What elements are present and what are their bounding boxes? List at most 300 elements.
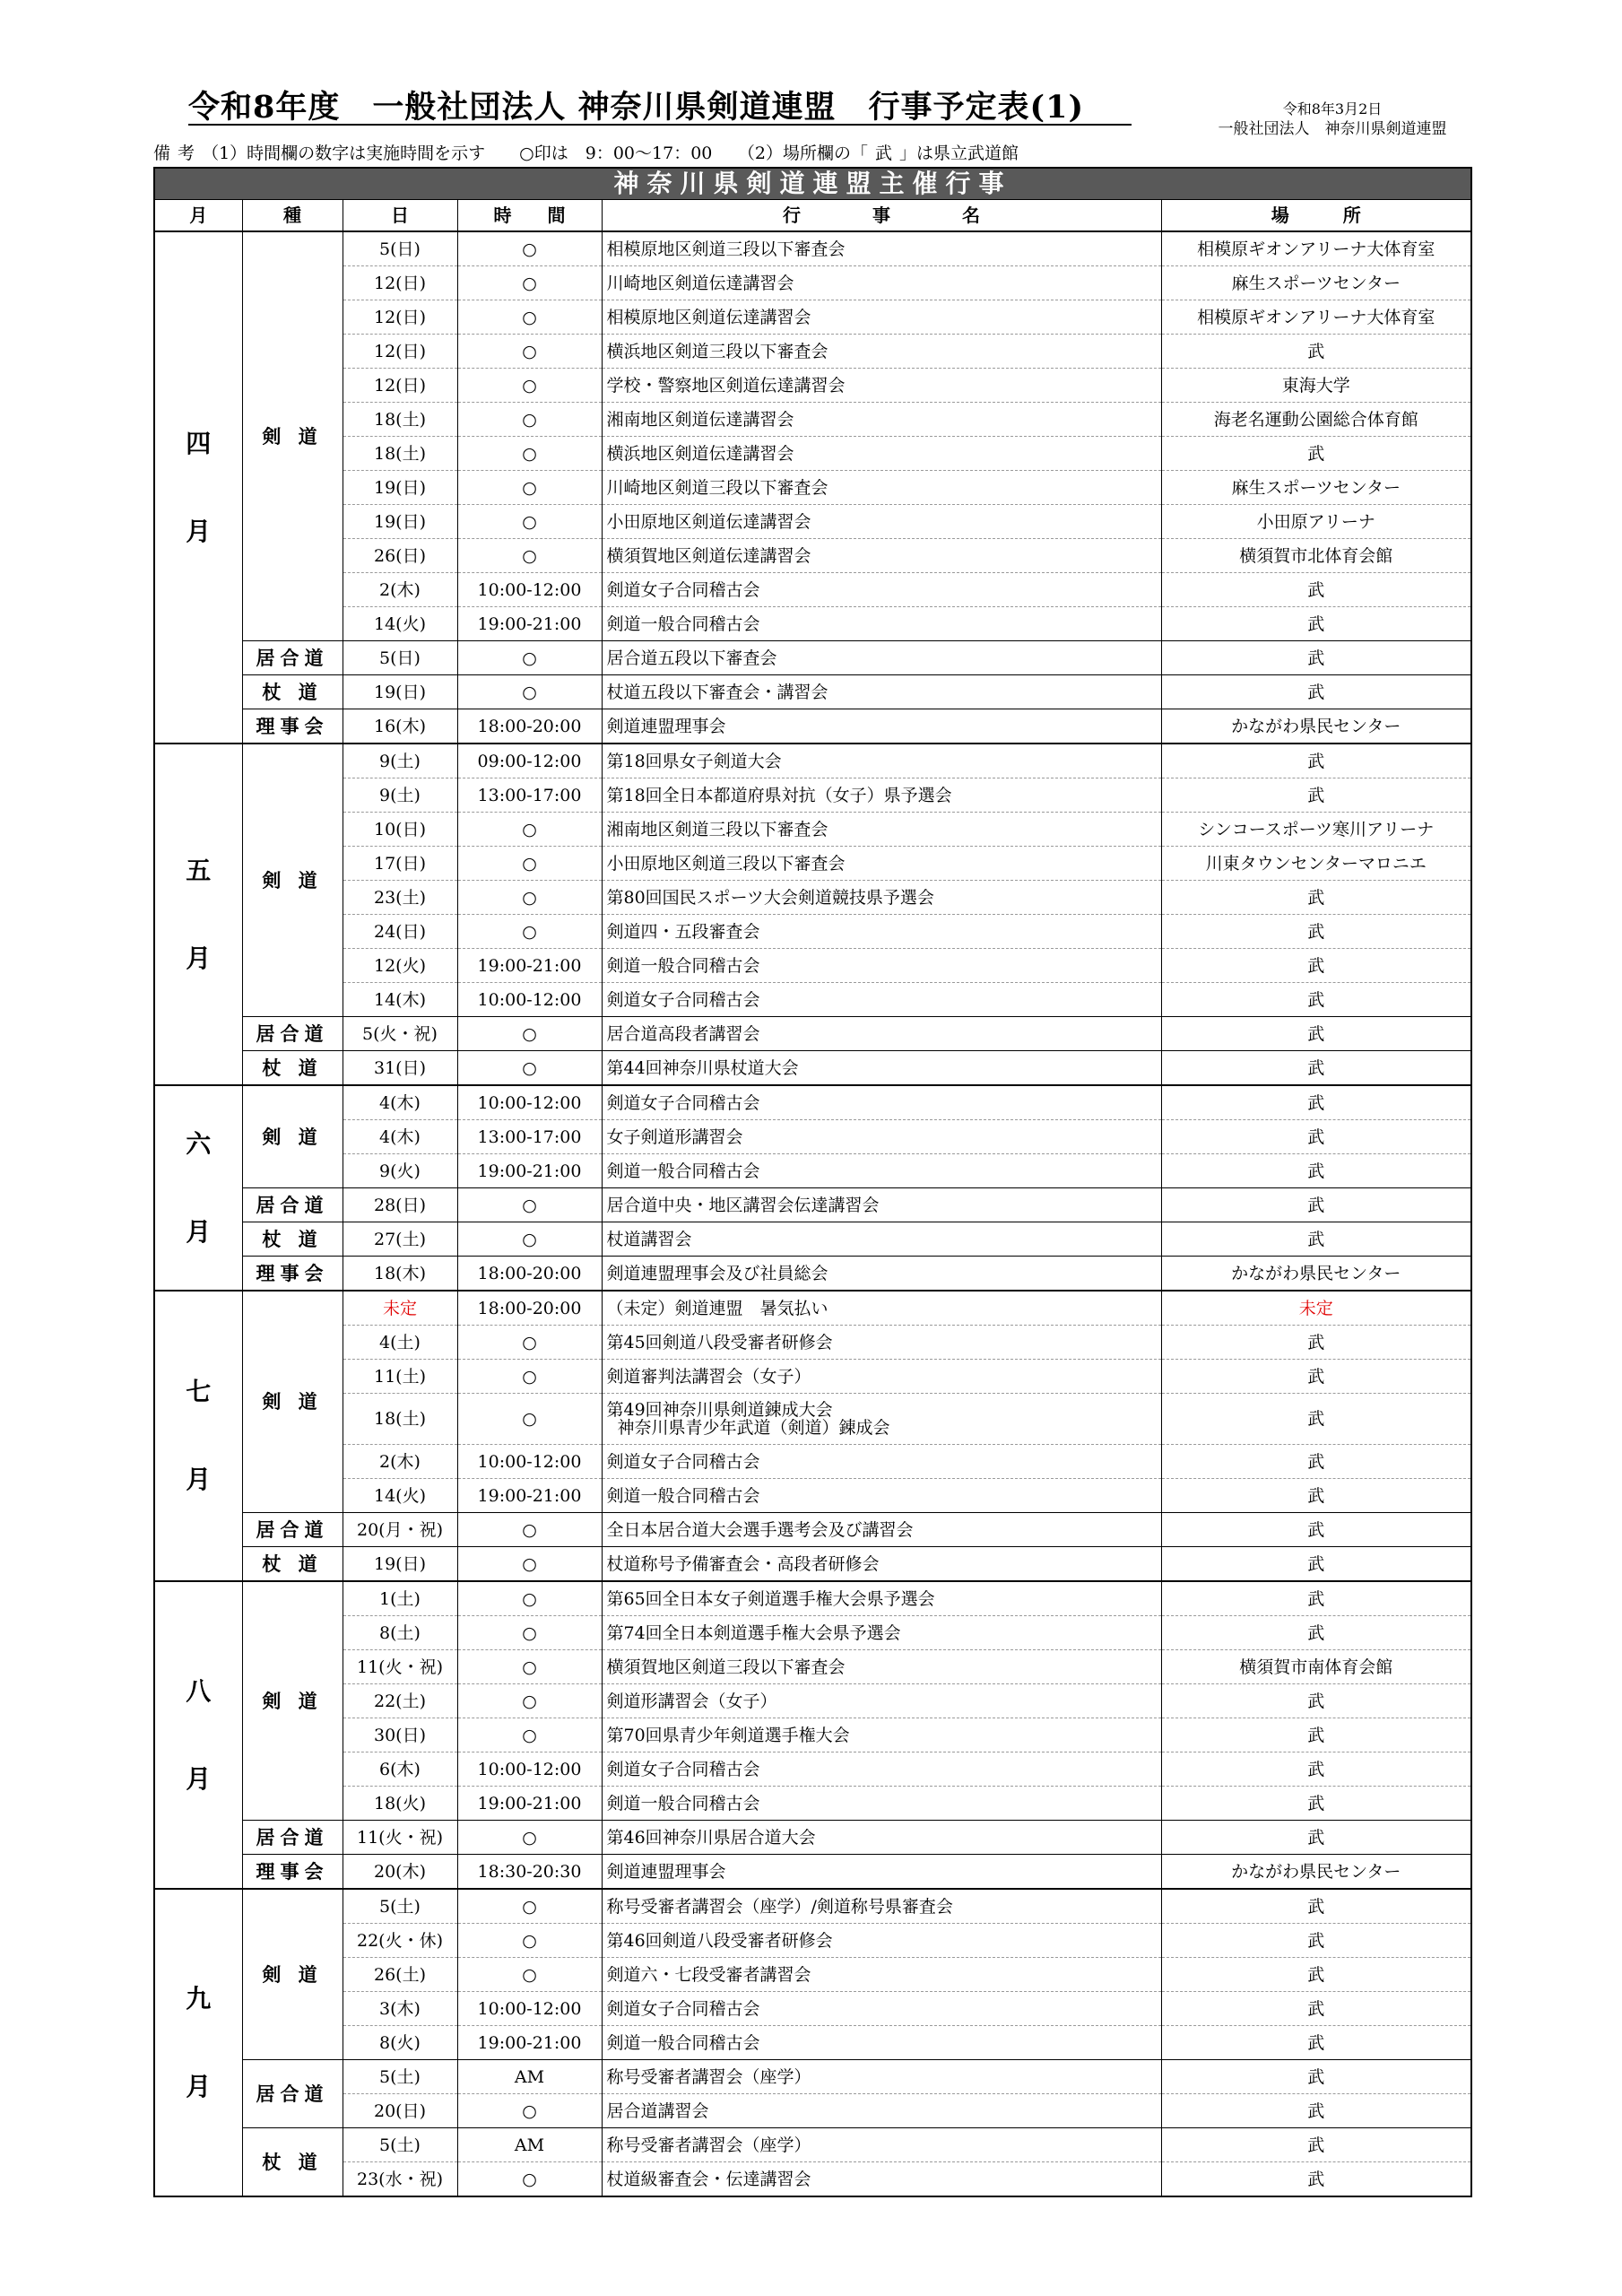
day-cell: 19(日): [343, 505, 457, 539]
day-cell: 9(火): [343, 1154, 457, 1188]
month-cell: [154, 1085, 242, 1291]
time-cell: ○: [457, 847, 602, 881]
time-cell: 09:00-12:00: [457, 744, 602, 778]
day-cell: 4(木): [343, 1085, 457, 1120]
place-cell: 相模原ギオンアリーナ大体育室: [1161, 300, 1471, 335]
place-cell: 武: [1161, 1222, 1471, 1257]
place-cell: 武: [1161, 1360, 1471, 1394]
table-row: [154, 744, 1471, 778]
month-label: 八: [186, 1675, 212, 1706]
event-cell: 剣道一般合同稽古会: [602, 2026, 1161, 2060]
place-cell: 武: [1161, 1513, 1471, 1547]
day-cell: 未定: [343, 1291, 457, 1326]
month-suffix: 月: [186, 2071, 212, 2101]
table-row: [154, 300, 1471, 335]
table-row: [154, 2060, 1471, 2094]
table-row: [154, 641, 1471, 675]
time-cell: 18:30-20:30: [457, 1855, 602, 1890]
time-cell: ○: [457, 1188, 602, 1222]
event-cell: 川崎地区剣道三段以下審査会: [602, 471, 1161, 505]
day-cell: 9(土): [343, 744, 457, 778]
event-cell: 川崎地区剣道伝達講習会: [602, 266, 1161, 300]
event-cell: 第44回神奈川県杖道大会: [602, 1051, 1161, 1086]
day-cell: 19(日): [343, 471, 457, 505]
day-cell: 12(火): [343, 949, 457, 983]
time-cell: ○: [457, 1222, 602, 1257]
day-cell: 17(日): [343, 847, 457, 881]
table-row: [154, 1547, 1471, 1582]
column-header-row: [154, 200, 1471, 232]
place-cell: 武: [1161, 2094, 1471, 2128]
time-cell: ○: [457, 1017, 602, 1051]
place-cell: 武: [1161, 1154, 1471, 1188]
table-row: [154, 1085, 1471, 1120]
time-cell: 10:00-12:00: [457, 1752, 602, 1787]
event-cell: 剣道四・五段審査会: [602, 915, 1161, 949]
time-cell: 18:00-20:00: [457, 1291, 602, 1326]
table-row: [154, 1326, 1471, 1360]
event-cell: 剣道連盟理事会: [602, 1855, 1161, 1890]
event-cell: 剣道女子合同稽古会: [602, 1085, 1161, 1120]
place-cell: 武: [1161, 1992, 1471, 2026]
event-cell: 剣道女子合同稽古会: [602, 1445, 1161, 1479]
month-label: 六: [186, 1128, 212, 1159]
event-cell: 全日本居合道大会選手選考会及び講習会: [602, 1513, 1161, 1547]
day-cell: 11(土): [343, 1360, 457, 1394]
column-header-place: 場 所: [1161, 200, 1471, 232]
place-cell: 武: [1161, 1718, 1471, 1752]
table-row: [154, 607, 1471, 641]
day-cell: 30(日): [343, 1718, 457, 1752]
issue-date: 令和8年3月2日: [1282, 100, 1383, 117]
day-cell: 10(日): [343, 813, 457, 847]
day-cell: 31(日): [343, 1051, 457, 1086]
time-cell: ○: [457, 369, 602, 403]
day-cell: 20(木): [343, 1855, 457, 1890]
place-cell: 横須賀市南体育会館: [1161, 1650, 1471, 1684]
table-row: [154, 231, 1471, 266]
day-cell: 2(木): [343, 1445, 457, 1479]
table-row: [154, 2026, 1471, 2060]
place-cell: 小田原アリーナ: [1161, 505, 1471, 539]
event-cell: 称号受審者講習会（座学）: [602, 2128, 1161, 2162]
time-cell: ○: [457, 231, 602, 266]
place-cell: 川東タウンセンターマロニエ: [1161, 847, 1471, 881]
issue-info: [1198, 99, 1467, 140]
time-cell: ○: [457, 437, 602, 471]
place-cell: 横須賀市北体育会館: [1161, 539, 1471, 573]
place-cell: 武: [1161, 1821, 1471, 1855]
category-cell: 理事会: [242, 709, 343, 744]
day-cell: 14(木): [343, 983, 457, 1017]
table-row: [154, 1718, 1471, 1752]
event-cell: 第70回県青少年剣道選手権大会: [602, 1718, 1161, 1752]
event-cell: 剣道一般合同稽古会: [602, 607, 1161, 641]
place-cell: 武: [1161, 1017, 1471, 1051]
table-row: [154, 573, 1471, 607]
place-cell: 武: [1161, 2128, 1471, 2162]
category-cell: 杖 道: [242, 1547, 343, 1582]
table-banner-row: [154, 168, 1471, 200]
place-cell: 武: [1161, 1958, 1471, 1992]
category-cell: 居合道: [242, 641, 343, 675]
event-cell: 居合道五段以下審査会: [602, 641, 1161, 675]
table-row: [154, 1855, 1471, 1890]
table-row: [154, 2162, 1471, 2197]
category-cell: 居合道: [242, 1513, 343, 1547]
place-cell: 武: [1161, 437, 1471, 471]
place-cell: かながわ県民センター: [1161, 1257, 1471, 1292]
document-title: 令和8年度 一般社団法人 神奈川県剣道連盟 行事予定表(1): [188, 89, 1085, 126]
event-cell: 学校・警察地区剣道伝達講習会: [602, 369, 1161, 403]
time-cell: ○: [457, 1924, 602, 1958]
column-header-month: 月: [154, 200, 242, 232]
month-label: 九: [186, 1983, 212, 2013]
event-cell: 第80回国民スポーツ大会剣道競技県予選会: [602, 881, 1161, 915]
event-cell: 居合道講習会: [602, 2094, 1161, 2128]
table-row: [154, 1360, 1471, 1394]
time-cell: ○: [457, 1718, 602, 1752]
category-cell: 居合道: [242, 1821, 343, 1855]
category-cell: 杖 道: [242, 675, 343, 709]
event-cell: 居合道高段者講習会: [602, 1017, 1161, 1051]
day-cell: 18(土): [343, 1394, 457, 1445]
event-cell: 剣道女子合同稽古会: [602, 573, 1161, 607]
place-cell: 武: [1161, 1787, 1471, 1821]
table-row: [154, 1650, 1471, 1684]
time-cell: ○: [457, 505, 602, 539]
day-cell: 18(土): [343, 437, 457, 471]
time-cell: AM: [457, 2128, 602, 2162]
event-cell: 称号受審者講習会（座学）/剣道称号県審査会: [602, 1889, 1161, 1924]
place-cell: 武: [1161, 983, 1471, 1017]
day-cell: 5(日): [343, 231, 457, 266]
time-cell: ○: [457, 1889, 602, 1924]
category-cell: 杖 道: [242, 2128, 343, 2197]
table-row: [154, 1188, 1471, 1222]
column-header-event: 行 事 名: [602, 200, 1161, 232]
event-cell: 剣道形講習会（女子）: [602, 1684, 1161, 1718]
schedule-table: [153, 167, 1472, 2197]
event-name-line: 第49回神奈川県剣道錬成大会: [606, 1400, 833, 1420]
event-cell: 湘南地区剣道三段以下審査会: [602, 813, 1161, 847]
place-cell: 武: [1161, 641, 1471, 675]
table-row: [154, 437, 1471, 471]
time-cell: ○: [457, 266, 602, 300]
time-cell: ○: [457, 1513, 602, 1547]
notes-line: 備 考 （1）時間欄の数字は実施時間を示す ○印は 9：00～17：00 （2）場所欄の「 武 」は県立武道館: [153, 144, 1019, 163]
place-cell: 武: [1161, 1752, 1471, 1787]
time-cell: ○: [457, 2162, 602, 2197]
table-row: [154, 505, 1471, 539]
day-cell: 12(日): [343, 335, 457, 369]
place-cell: 武: [1161, 1326, 1471, 1360]
time-cell: ○: [457, 1394, 602, 1445]
day-cell: 8(火): [343, 2026, 457, 2060]
table-row: [154, 881, 1471, 915]
category-cell: 剣 道: [242, 744, 343, 1017]
place-cell: 相模原ギオンアリーナ大体育室: [1161, 231, 1471, 266]
table-row: [154, 1120, 1471, 1154]
time-cell: ○: [457, 1581, 602, 1616]
category-cell: 剣 道: [242, 1085, 343, 1188]
month-label: 四: [186, 428, 212, 458]
event-cell: 第45回剣道八段受審者研修会: [602, 1326, 1161, 1360]
table-row: [154, 847, 1471, 881]
category-cell: 居合道: [242, 1017, 343, 1051]
day-cell: 26(土): [343, 1958, 457, 1992]
place-cell: 武: [1161, 1479, 1471, 1513]
category-cell: 理事会: [242, 1257, 343, 1292]
table-row: [154, 1017, 1471, 1051]
month-label: 七: [186, 1377, 212, 1406]
time-cell: AM: [457, 2060, 602, 2094]
day-cell: 27(土): [343, 1222, 457, 1257]
column-header-day: 日: [343, 200, 457, 232]
column-header-type: 種: [242, 200, 343, 232]
day-cell: 22(火・休): [343, 1924, 457, 1958]
place-cell: 麻生スポーツセンター: [1161, 471, 1471, 505]
day-cell: 28(日): [343, 1188, 457, 1222]
event-cell: 剣道一般合同稽古会: [602, 1154, 1161, 1188]
event-cell: 称号受審者講習会（座学）: [602, 2060, 1161, 2094]
month-cell: [154, 231, 242, 744]
time-cell: ○: [457, 300, 602, 335]
place-cell: 武: [1161, 607, 1471, 641]
time-cell: ○: [457, 1360, 602, 1394]
event-cell: 剣道一般合同稽古会: [602, 1787, 1161, 1821]
table-row: [154, 675, 1471, 709]
day-cell: 16(木): [343, 709, 457, 744]
day-cell: 23(水・祝): [343, 2162, 457, 2197]
month-suffix: 月: [186, 1763, 212, 1794]
month-cell: [154, 744, 242, 1085]
day-cell: 11(火・祝): [343, 1821, 457, 1855]
day-cell: 12(日): [343, 266, 457, 300]
table-row: [154, 915, 1471, 949]
month-cell: [154, 1291, 242, 1581]
time-cell: ○: [457, 539, 602, 573]
place-cell: 麻生スポーツセンター: [1161, 266, 1471, 300]
time-cell: 19:00-21:00: [457, 949, 602, 983]
event-cell: 剣道審判法講習会（女子）: [602, 1360, 1161, 1394]
day-cell: 1(土): [343, 1581, 457, 1616]
day-cell: 14(火): [343, 607, 457, 641]
table-banner: 神奈川県剣道連盟主催行事: [154, 168, 1471, 200]
time-cell: 18:00-20:00: [457, 1257, 602, 1292]
day-cell: 12(日): [343, 369, 457, 403]
time-cell: 19:00-21:00: [457, 607, 602, 641]
event-cell: 杖道五段以下審査会・講習会: [602, 675, 1161, 709]
time-cell: ○: [457, 641, 602, 675]
time-cell: ○: [457, 335, 602, 369]
place-cell: 武: [1161, 2026, 1471, 2060]
time-cell: 10:00-12:00: [457, 573, 602, 607]
day-cell: 20(月・祝): [343, 1513, 457, 1547]
event-cell: 剣道六・七段受審者講習会: [602, 1958, 1161, 1992]
place-cell: かながわ県民センター: [1161, 709, 1471, 744]
event-cell: 杖道称号予備審査会・高段者研修会: [602, 1547, 1161, 1582]
issuer-organization: 一般社団法人 神奈川県剣道連盟: [1218, 120, 1447, 138]
place-cell: 武: [1161, 949, 1471, 983]
category-cell: 理事会: [242, 1855, 343, 1890]
event-cell: 剣道女子合同稽古会: [602, 1752, 1161, 1787]
table-row: [154, 1752, 1471, 1787]
event-cell: 小田原地区剣道三段以下審査会: [602, 847, 1161, 881]
month-cell: [154, 1889, 242, 2196]
event-cell: 第46回剣道八段受審者研修会: [602, 1924, 1161, 1958]
table-row: [154, 1445, 1471, 1479]
table-row: [154, 2128, 1471, 2162]
place-cell: 武: [1161, 1547, 1471, 1582]
event-cell: 剣道一般合同稽古会: [602, 949, 1161, 983]
place-cell: 未定: [1161, 1291, 1471, 1326]
time-cell: 19:00-21:00: [457, 1479, 602, 1513]
time-cell: ○: [457, 1958, 602, 1992]
place-cell: 海老名運動公園総合体育館: [1161, 403, 1471, 437]
category-cell: 剣 道: [242, 1889, 343, 2060]
time-cell: ○: [457, 881, 602, 915]
time-cell: ○: [457, 1650, 602, 1684]
place-cell: 武: [1161, 573, 1471, 607]
place-cell: 武: [1161, 2162, 1471, 2197]
event-cell: 小田原地区剣道伝達講習会: [602, 505, 1161, 539]
day-cell: 6(木): [343, 1752, 457, 1787]
table-row: [154, 471, 1471, 505]
category-cell: 杖 道: [242, 1222, 343, 1257]
event-cell: 居合道中央・地区講習会伝達講習会: [602, 1188, 1161, 1222]
time-cell: ○: [457, 1821, 602, 1855]
table-row: [154, 335, 1471, 369]
place-cell: 武: [1161, 1889, 1471, 1924]
place-cell: 武: [1161, 778, 1471, 813]
table-row: [154, 1684, 1471, 1718]
place-cell: 武: [1161, 915, 1471, 949]
event-cell: 第46回神奈川県居合道大会: [602, 1821, 1161, 1855]
place-cell: 武: [1161, 1051, 1471, 1086]
place-cell: 武: [1161, 1684, 1471, 1718]
event-cell: （未定）剣道連盟 暑気払い: [602, 1291, 1161, 1326]
event-cell: 杖道講習会: [602, 1222, 1161, 1257]
place-cell: 武: [1161, 1394, 1471, 1445]
place-cell: 武: [1161, 2060, 1471, 2094]
event-cell: 横浜地区剣道三段以下審査会: [602, 335, 1161, 369]
day-cell: 18(木): [343, 1257, 457, 1292]
event-cell: 剣道一般合同稽古会: [602, 1479, 1161, 1513]
table-row: [154, 1479, 1471, 1513]
time-cell: 19:00-21:00: [457, 2026, 602, 2060]
table-row: [154, 1581, 1471, 1616]
category-cell: 剣 道: [242, 1581, 343, 1821]
table-row: [154, 1992, 1471, 2026]
time-cell: 13:00-17:00: [457, 1120, 602, 1154]
event-cell: 第65回全日本女子剣道選手権大会県予選会: [602, 1581, 1161, 1616]
table-row: [154, 1616, 1471, 1650]
day-cell: 18(火): [343, 1787, 457, 1821]
event-cell: 横浜地区剣道伝達講習会: [602, 437, 1161, 471]
month-suffix: 月: [186, 1216, 212, 1247]
time-cell: 10:00-12:00: [457, 1445, 602, 1479]
month-suffix: 月: [186, 1465, 212, 1494]
day-cell: 23(土): [343, 881, 457, 915]
time-cell: ○: [457, 471, 602, 505]
day-cell: 3(木): [343, 1992, 457, 2026]
month-label: 五: [186, 855, 212, 885]
day-cell: 19(日): [343, 675, 457, 709]
table-row: [154, 539, 1471, 573]
month-suffix: 月: [186, 943, 212, 973]
place-cell: 武: [1161, 1581, 1471, 1616]
place-cell: 武: [1161, 335, 1471, 369]
category-cell: 居合道: [242, 2060, 343, 2128]
day-cell: 19(日): [343, 1547, 457, 1582]
day-cell: 4(土): [343, 1326, 457, 1360]
event-cell: 横須賀地区剣道三段以下審査会: [602, 1650, 1161, 1684]
title-underline: [188, 124, 1132, 126]
place-cell: 武: [1161, 1616, 1471, 1650]
table-row: [154, 983, 1471, 1017]
event-cell: 第74回全日本剣道選手権大会県予選会: [602, 1616, 1161, 1650]
category-cell: 剣 道: [242, 231, 343, 641]
day-cell: 5(土): [343, 2060, 457, 2094]
event-cell: 剣道連盟理事会: [602, 709, 1161, 744]
event-cell: 相模原地区剣道伝達講習会: [602, 300, 1161, 335]
table-row: [154, 813, 1471, 847]
day-cell: 4(木): [343, 1120, 457, 1154]
event-cell: 第18回県女子剣道大会: [602, 744, 1161, 778]
month-cell: [154, 1581, 242, 1889]
day-cell: 5(火・祝): [343, 1017, 457, 1051]
place-cell: シンコースポーツ寒川アリーナ: [1161, 813, 1471, 847]
day-cell: 5(日): [343, 641, 457, 675]
table-row: [154, 1394, 1471, 1445]
place-cell: 東海大学: [1161, 369, 1471, 403]
table-row: [154, 266, 1471, 300]
day-cell: 18(土): [343, 403, 457, 437]
day-cell: 11(火・祝): [343, 1650, 457, 1684]
place-cell: 武: [1161, 1085, 1471, 1120]
event-cell: 女子剣道形講習会: [602, 1120, 1161, 1154]
event-cell: 杖道級審査会・伝達講習会: [602, 2162, 1161, 2197]
day-cell: 20(日): [343, 2094, 457, 2128]
day-cell: 24(日): [343, 915, 457, 949]
column-header-time: 時 間: [457, 200, 602, 232]
event-cell: 第18回全日本都道府県対抗（女子）県予選会: [602, 778, 1161, 813]
time-cell: 19:00-21:00: [457, 1787, 602, 1821]
table-row: [154, 1924, 1471, 1958]
day-cell: 14(火): [343, 1479, 457, 1513]
day-cell: 22(土): [343, 1684, 457, 1718]
table-row: [154, 2094, 1471, 2128]
time-cell: ○: [457, 915, 602, 949]
time-cell: ○: [457, 1684, 602, 1718]
table-row: [154, 1513, 1471, 1547]
time-cell: 10:00-12:00: [457, 1992, 602, 2026]
time-cell: ○: [457, 1326, 602, 1360]
table-row: [154, 1154, 1471, 1188]
place-cell: 武: [1161, 881, 1471, 915]
event-cell: 剣道女子合同稽古会: [602, 983, 1161, 1017]
time-cell: 18:00-20:00: [457, 709, 602, 744]
month-suffix: 月: [186, 516, 212, 546]
time-cell: ○: [457, 813, 602, 847]
time-cell: ○: [457, 1547, 602, 1582]
table-row: [154, 1958, 1471, 1992]
day-cell: 9(土): [343, 778, 457, 813]
day-cell: 26(日): [343, 539, 457, 573]
day-cell: 5(土): [343, 2128, 457, 2162]
place-cell: 武: [1161, 744, 1471, 778]
